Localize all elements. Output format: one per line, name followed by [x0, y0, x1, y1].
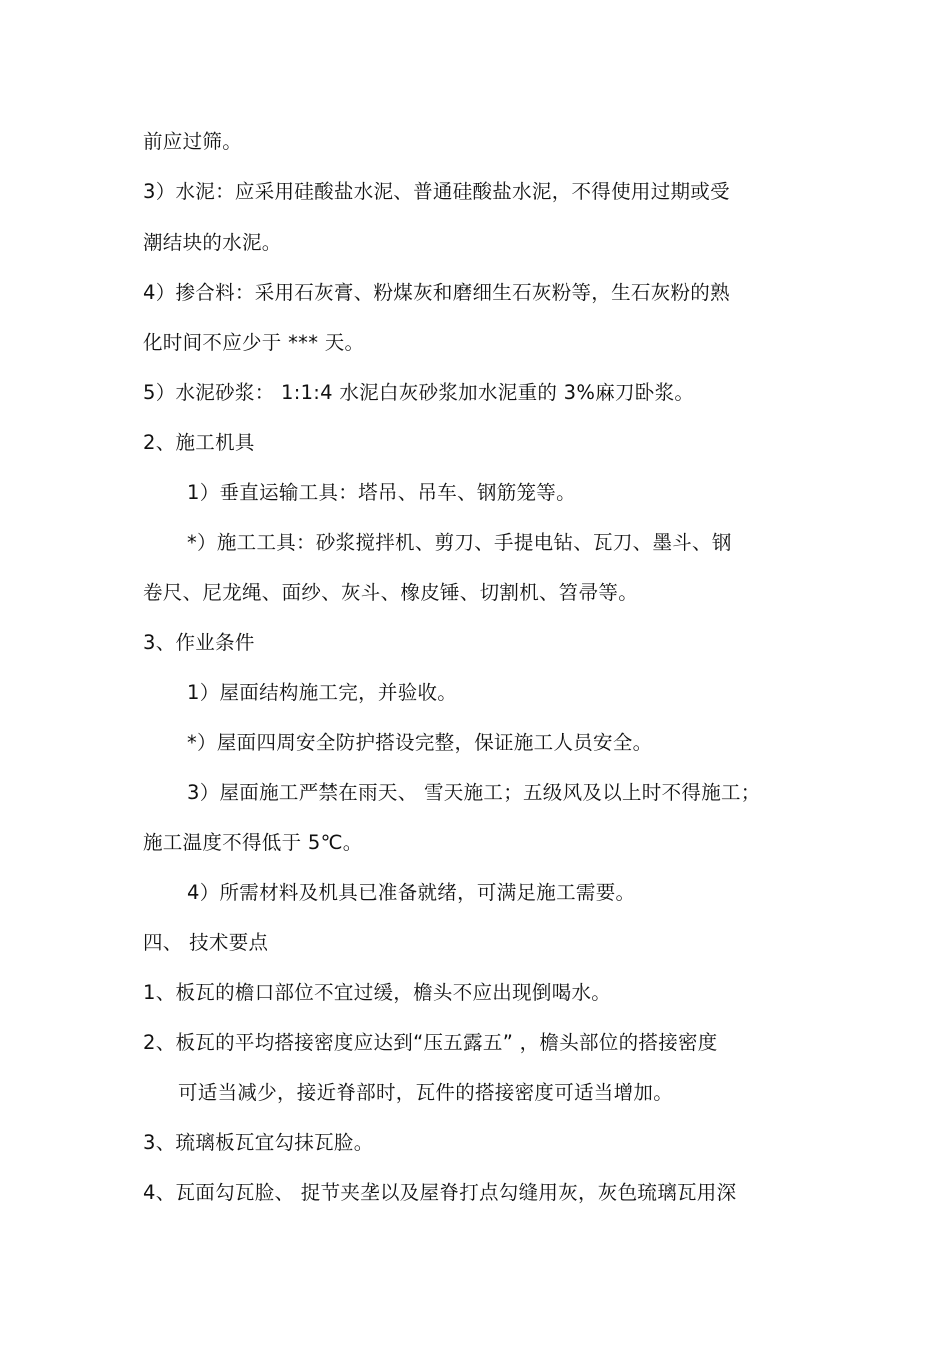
text-line: 可适当减少，接近脊部时，瓦件的搭接密度可适当增加。 — [178, 1081, 674, 1104]
text-line: 施工温度不得低于 5℃。 — [143, 831, 363, 854]
text-line: 4、瓦面勾瓦脸、 捉节夹垄以及屋脊打点勾缝用灰，灰色琉璃瓦用深 — [143, 1181, 737, 1204]
text-line: 2、板瓦的平均搭接密度应达到“压五露五” ，檐头部位的搭接密度 — [143, 1031, 718, 1054]
text-line: 化时间不应少于 *** 天。 — [143, 331, 365, 354]
text-line: 卷尺、尼龙绳、面纱、灰斗、橡皮锤、切割机、笤帚等。 — [143, 581, 639, 604]
text-line: *）施工工具：砂浆搅拌机、剪刀、手提电钻、瓦刀、墨斗、钢 — [187, 531, 732, 554]
text-line: 1、板瓦的檐口部位不宜过缓，檐头不应出现倒喝水。 — [143, 981, 612, 1004]
text-line: 1）垂直运输工具：塔吊、吊车、钢筋笼等。 — [187, 481, 576, 504]
text-line: 4）掺合料：采用石灰膏、粉煤灰和磨细生石灰粉等，生石灰粉的熟 — [143, 281, 730, 304]
text-line: 潮结块的水泥。 — [143, 231, 282, 254]
text-line: *）屋面四周安全防护搭设完整，保证施工人员安全。 — [187, 731, 653, 754]
text-line: 3）水泥：应采用硅酸盐水泥、普通硅酸盐水泥，不得使用过期或受 — [143, 180, 730, 203]
section-heading: 四、 技术要点 — [143, 931, 269, 954]
text-line: 1）屋面结构施工完，并验收。 — [187, 681, 458, 704]
text-line: 3、琉璃板瓦宜勾抹瓦脸。 — [143, 1131, 374, 1154]
text-line: 5）水泥砂浆： 1:1:4 水泥白灰砂浆加水泥重的 3%麻刀卧浆。 — [143, 381, 695, 404]
text-line: 3）屋面施工严禁在雨天、 雪天施工；五级风及以上时不得施工； — [187, 781, 761, 804]
text-line: 前应过筛。 — [143, 130, 243, 153]
text-line: 4）所需材料及机具已准备就绪，可满足施工需要。 — [187, 881, 636, 904]
section-heading: 3、作业条件 — [143, 631, 255, 654]
section-heading: 2、施工机具 — [143, 431, 255, 454]
